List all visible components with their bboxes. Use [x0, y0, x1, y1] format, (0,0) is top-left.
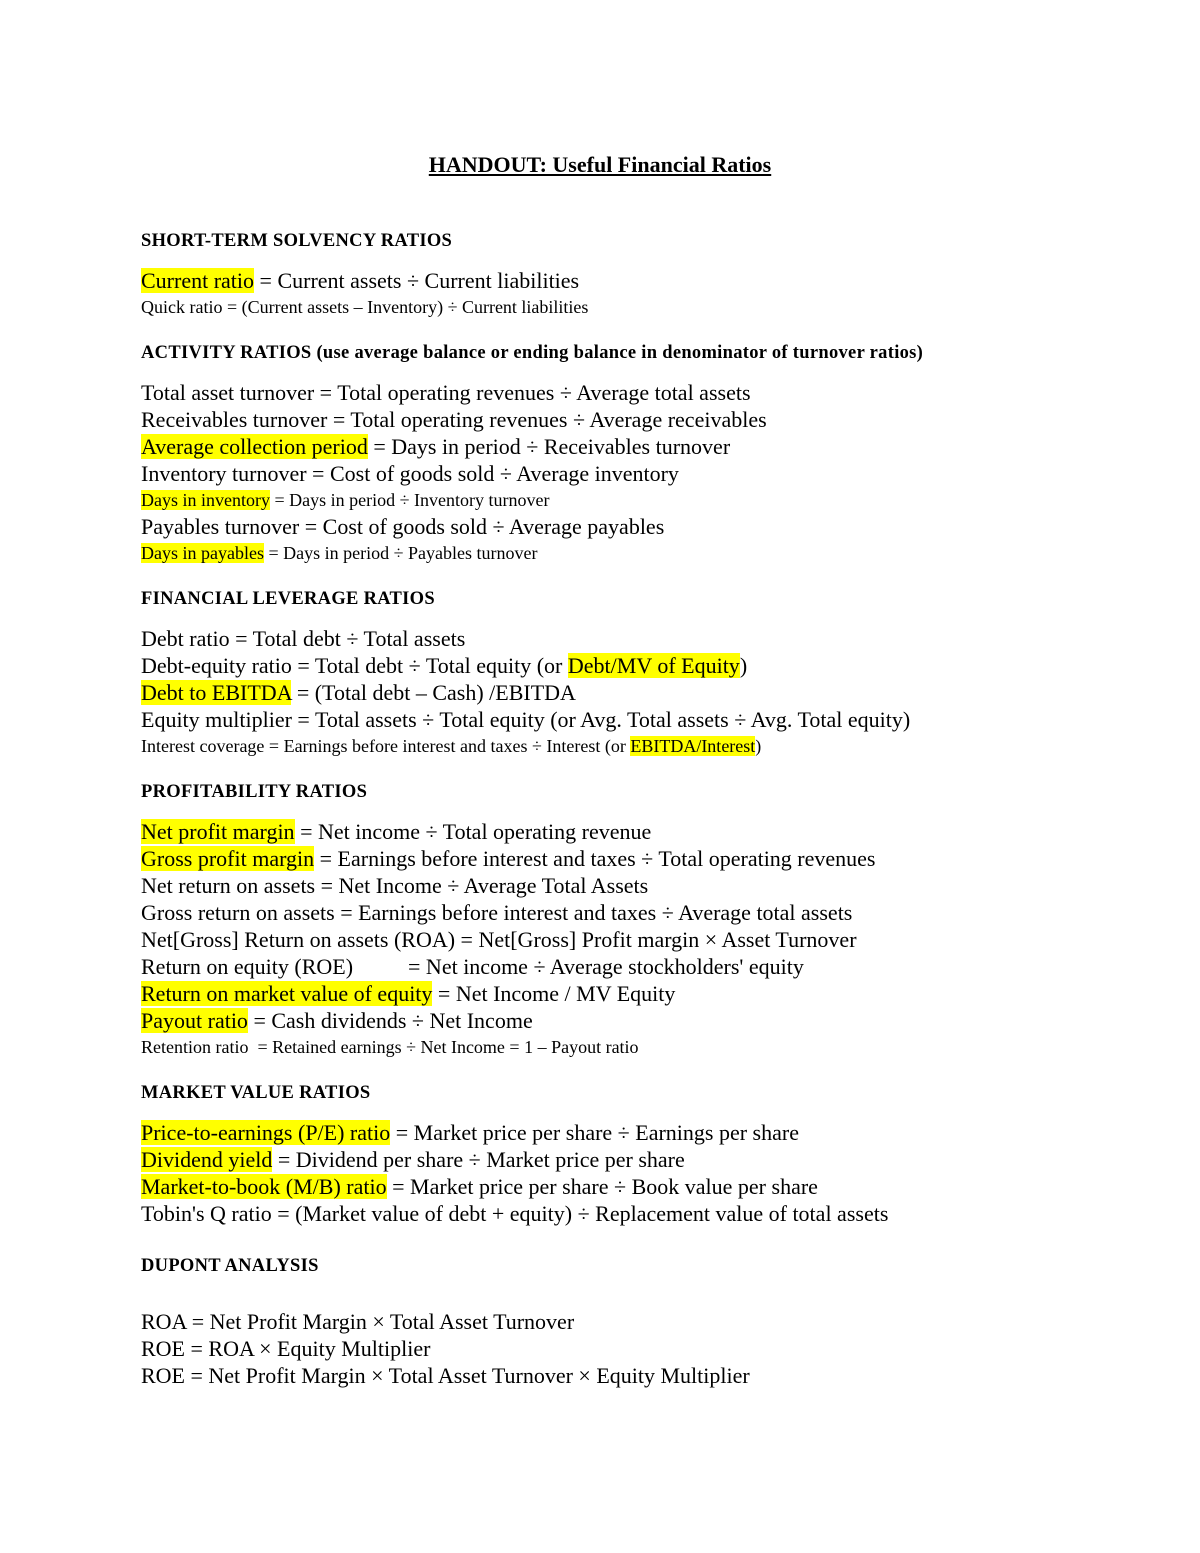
ratio-line-roa: [141, 926, 1141, 953]
highlighted-term: Gross profit margin: [141, 846, 315, 871]
ratio-formula-prefix: Debt-equity ratio = Total debt ÷ Total equity (or: [141, 653, 568, 678]
section-heading-text: MARKET VALUE RATIOS: [141, 1083, 371, 1103]
ratio-line-gross-profit-margin: [141, 845, 1141, 872]
section-heading: [141, 780, 1141, 804]
section-heading: [141, 1254, 1141, 1278]
ratio-formula: = Current assets ÷ Current liabilities: [254, 268, 580, 293]
highlighted-term: Price-to-earnings (P/E) ratio: [141, 1120, 391, 1145]
ratio-line-debt-to-ebitda: [141, 679, 1141, 706]
section-financial-leverage: [141, 587, 1141, 759]
ratio-line-pe-ratio: [141, 1119, 1141, 1146]
ratio-formula-prefix: Interest coverage = Earnings before interest and taxes ÷ Interest (or: [141, 736, 631, 756]
highlighted-term: Debt to EBITDA: [141, 680, 292, 705]
ratio-formula: = Days in period ÷ Inventory turnover: [269, 490, 550, 510]
highlighted-term: Current ratio: [141, 268, 255, 293]
ratio-list: [141, 267, 1141, 320]
ratio-line-debt-ratio: [141, 625, 1141, 652]
ratio-formula: = Days in period ÷ Payables turnover: [263, 543, 538, 563]
ratio-list: [141, 379, 1141, 566]
ratio-line-net-profit-margin: [141, 818, 1141, 845]
ratio-formula: = Market price per share ÷ Earnings per share: [390, 1120, 799, 1145]
ratio-line-current-ratio: [141, 267, 1141, 294]
section-heading-text: SHORT-TERM SOLVENCY RATIOS: [141, 231, 453, 251]
ratio-line-debt-equity-ratio: [141, 652, 1141, 679]
ratio-list: [141, 1119, 1141, 1227]
ratio-formula: ): [755, 736, 762, 756]
ratio-list: [141, 818, 1141, 1060]
page-title: HANDOUT: Useful Financial Ratios: [428, 152, 772, 177]
ratio-formula: = Net Income / MV Equity: [432, 981, 676, 1006]
highlighted-term: EBITDA/Interest: [630, 736, 756, 756]
ratio-formula: Tobin's Q ratio = (Market value of debt + equity) ÷ Replacement value of total assets: [141, 1201, 889, 1226]
ratio-formula: ): [739, 653, 748, 678]
section-profitability: [141, 780, 1141, 1060]
highlighted-term: Return on market value of equity: [141, 981, 433, 1006]
highlighted-term: Dividend yield: [141, 1147, 273, 1172]
ratio-line-equity-multiplier: [141, 706, 1141, 733]
ratio-line-days-in-inventory: [141, 487, 1141, 513]
ratio-line-return-on-market-value: [141, 980, 1141, 1007]
ratio-line-dupont-roa: [141, 1308, 1141, 1335]
ratio-formula: Debt ratio = Total debt ÷ Total assets: [141, 626, 466, 651]
ratio-formula: Gross return on assets = Earnings before interest and taxes ÷ Average total assets: [141, 900, 853, 925]
section-heading-note: (use average balance or ending balance in denominator of turnover ratios): [311, 343, 924, 363]
ratio-formula: Return on equity (ROE) = Net income ÷ Average stockholders' equity: [141, 954, 804, 979]
section-heading: [141, 587, 1141, 611]
ratio-line-quick-ratio: [141, 294, 1141, 320]
section-heading: [141, 229, 1141, 253]
ratio-formula: ROE = ROA × Equity Multiplier: [141, 1336, 431, 1361]
ratio-formula: Retention ratio = Retained earnings ÷ Net Income = 1 – Payout ratio: [141, 1037, 639, 1057]
section-dupont-analysis: [141, 1254, 1141, 1389]
ratio-formula: Equity multiplier = Total assets ÷ Total equity (or Avg. Total assets ÷ Avg. Total equity): [141, 707, 911, 732]
ratio-formula: = Cash dividends ÷ Net Income: [247, 1008, 533, 1033]
ratio-line-net-return-on-assets: [141, 872, 1141, 899]
ratio-line-roe: [141, 953, 1141, 980]
section-heading: [141, 1081, 1141, 1105]
ratio-formula: Quick ratio = (Current assets – Inventory) ÷ Current liabilities: [141, 297, 589, 317]
highlighted-term: Average collection period: [141, 434, 368, 459]
section-market-value: [141, 1081, 1141, 1227]
highlighted-term: Payout ratio: [141, 1008, 248, 1033]
ratio-line-total-asset-turnover: [141, 379, 1141, 406]
ratio-line-dupont-roe-expanded: [141, 1362, 1141, 1389]
ratio-formula: = (Total debt – Cash) /EBITDA: [291, 680, 576, 705]
section-short-term-solvency: [141, 229, 1141, 320]
ratio-formula: Net return on assets = Net Income ÷ Average Total Assets: [141, 873, 649, 898]
ratio-formula: Inventory turnover = Cost of goods sold ÷ Average inventory: [141, 461, 679, 486]
ratio-line-payables-turnover: [141, 513, 1141, 540]
ratio-line-inventory-turnover: [141, 460, 1141, 487]
section-heading-text: DUPONT ANALYSIS: [141, 1256, 319, 1276]
ratio-formula: = Net income ÷ Total operating revenue: [294, 819, 652, 844]
ratio-line-market-to-book: [141, 1173, 1141, 1200]
ratio-formula: = Earnings before interest and taxes ÷ Total operating revenues: [314, 846, 876, 871]
ratio-line-interest-coverage: [141, 733, 1141, 759]
section-heading-text: PROFITABILITY RATIOS: [141, 782, 368, 802]
section-heading-text: FINANCIAL LEVERAGE RATIOS: [141, 589, 435, 609]
ratio-line-days-in-payables: [141, 540, 1141, 566]
section-heading-text: ACTIVITY RATIOS: [141, 343, 312, 363]
ratio-formula: = Dividend per share ÷ Market price per share: [272, 1147, 685, 1172]
ratio-line-tobins-q: [141, 1200, 1141, 1227]
ratio-formula: = Days in period ÷ Receivables turnover: [367, 434, 731, 459]
highlighted-term: Days in inventory: [141, 490, 270, 510]
section-heading: [141, 341, 1141, 365]
ratio-list: [141, 1308, 1141, 1389]
highlighted-term: Net profit margin: [141, 819, 295, 844]
ratio-line-dupont-roe: [141, 1335, 1141, 1362]
ratio-formula: ROA = Net Profit Margin × Total Asset Turnover: [141, 1309, 575, 1334]
ratio-formula: Payables turnover = Cost of goods sold ÷ Average payables: [141, 514, 665, 539]
ratio-list: [141, 625, 1141, 759]
ratio-line-receivables-turnover: [141, 406, 1141, 433]
highlighted-term: Market-to-book (M/B) ratio: [141, 1174, 387, 1199]
highlighted-term: Debt/MV of Equity: [567, 653, 740, 678]
ratio-formula: Net[Gross] Return on assets (ROA) = Net[Gross] Profit margin × Asset Turnover: [141, 927, 857, 952]
section-activity-ratios: [141, 341, 1141, 566]
ratio-line-retention-ratio: [141, 1034, 1141, 1060]
ratio-line-gross-return-on-assets: [141, 899, 1141, 926]
ratio-line-dividend-yield: [141, 1146, 1141, 1173]
ratio-formula: Total asset turnover = Total operating revenues ÷ Average total assets: [141, 380, 751, 405]
ratio-line-average-collection-period: [141, 433, 1141, 460]
ratio-formula: = Market price per share ÷ Book value per share: [386, 1174, 818, 1199]
ratio-formula: Receivables turnover = Total operating revenues ÷ Average receivables: [141, 407, 767, 432]
ratio-formula: ROE = Net Profit Margin × Total Asset Turnover × Equity Multiplier: [141, 1363, 750, 1388]
ratio-line-payout-ratio: [141, 1007, 1141, 1034]
highlighted-term: Days in payables: [141, 543, 264, 563]
